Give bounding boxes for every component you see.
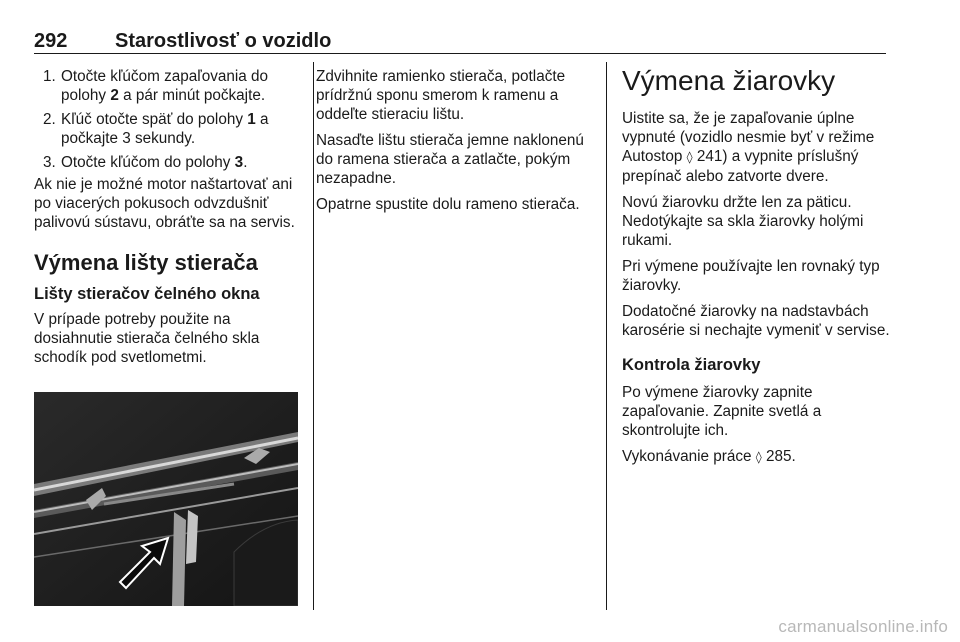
step-bold: 1 <box>247 111 256 128</box>
section-heading: Výmena lišty stierača <box>34 250 258 275</box>
step-bold: 3 <box>234 154 244 171</box>
body-paragraph: Novú žiarovku držte len za päticu. Nedotýkajte sa skla žiarovky holými rukami. <box>622 194 864 249</box>
step-text: Otočte kľúčom zapaľovania do polohy <box>61 68 269 104</box>
column-divider-1 <box>313 62 314 610</box>
section-heading: Výmena žiarovky <box>622 65 836 96</box>
text-segment: Vykonávanie práce <box>622 448 756 465</box>
page-reference-icon: ◊ <box>755 450 762 464</box>
page-title: Starostlivosť o vozidlo <box>115 30 332 52</box>
step-2 <box>34 110 302 148</box>
wiper-photo <box>34 392 298 606</box>
body-paragraph: Po výmene žiarovky zapnite zapaľovanie. Zapnite svetlá a skontrolujte ich. <box>622 384 822 439</box>
middle-column <box>316 67 599 214</box>
step-bold: 2 <box>110 87 119 104</box>
right-column <box>622 64 890 467</box>
step-text-end: a počkajte 3 sekundy. <box>61 111 269 147</box>
body-paragraph: Pri výmene používajte len rovnaký typ žiarovky. <box>622 258 880 294</box>
wiper-illustration <box>34 392 298 606</box>
page-reference: 285. <box>761 448 796 465</box>
step-number: 1. <box>43 68 56 85</box>
body-paragraph: Zdvihnite ramienko stierača, potlačte prídržnú sponu smerom k ramenu a oddeľte stieraciu lištu. <box>316 68 566 123</box>
step-number: 2. <box>43 111 56 128</box>
body-paragraph <box>622 447 890 467</box>
body-paragraph: V prípade potreby použite na dosiahnutie stierača čelného skla schodík pod svetlometmi. <box>34 311 260 366</box>
body-paragraph <box>622 109 890 186</box>
step-3 <box>34 153 302 172</box>
subsection-heading: Kontrola žiarovky <box>622 356 761 374</box>
body-paragraph: Nasaďte lištu stierača jemne naklonenú do ramena stierača a zatlačte, pokým nezapadne. <box>316 132 584 187</box>
step-text-end: . <box>243 154 248 171</box>
page-reference: 241 <box>692 148 723 165</box>
step-text: Kľúč otočte späť do polohy <box>61 111 248 128</box>
watermark: carmanualsonline.info <box>778 617 948 636</box>
text-segment: Uistite sa, že je zapaľovanie úplne vypnuté (vozidlo nesmie byť v režime Autostop <box>622 110 875 165</box>
page-header <box>34 31 886 54</box>
body-paragraph: Dodatočné žiarovky na nadstavbách karosérie si nechajte vymeniť v servise. <box>622 303 890 339</box>
note-paragraph: Ak nie je možné motor naštartovať ani po viacerých pokusoch odvzdušniť palivovú sústavu, obráťte sa na servis. <box>34 176 295 231</box>
body-paragraph: Opatrne spustite dolu rameno stierača. <box>316 196 580 213</box>
page-number: 292 <box>34 30 68 52</box>
step-1 <box>34 67 302 105</box>
step-number: 3. <box>43 154 56 171</box>
step-text: Otočte kľúčom do polohy <box>61 154 235 171</box>
subsection-heading: Lišty stieračov čelného okna <box>34 285 260 303</box>
column-divider-2 <box>606 62 607 610</box>
left-column <box>34 67 302 367</box>
text-segment: ) a vypnite príslušný prepínač alebo zatvorte dvere. <box>622 148 859 185</box>
step-text-end: a pár minút počkajte. <box>118 87 266 104</box>
page-reference-icon: ◊ <box>686 150 693 164</box>
